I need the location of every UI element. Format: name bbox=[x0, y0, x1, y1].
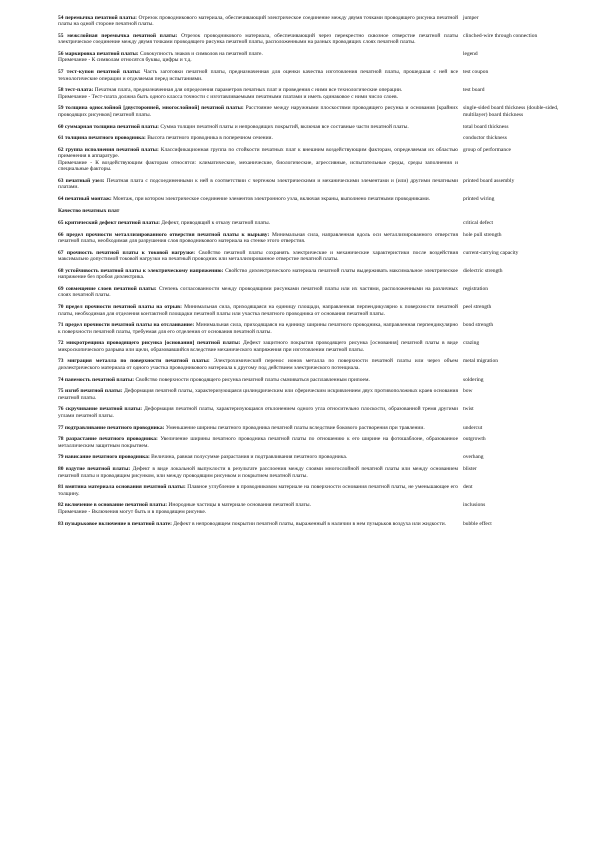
term-definition: Дефект в виде локальной выпуклости в результате расслоения между слоями многослойной печатной платы или между основанием печатной платы и проводящим рисунком, или между проводящим рисунком и покрытием печатной платы. bbox=[58, 466, 459, 479]
term-number: 55 bbox=[58, 33, 64, 40]
term-name: вмятина материала основания печатной платы: bbox=[65, 484, 186, 491]
term-definition-ru bbox=[58, 340, 458, 353]
term-number: 63 bbox=[58, 177, 64, 184]
term-definition: Печатная плата, предназначенная для определения параметров печатных плат и проведения с ними все технологические операции. bbox=[94, 87, 403, 94]
term-number: 74 bbox=[58, 376, 64, 383]
term-name: прочность печатной платы к токовой нагрузке: bbox=[66, 249, 196, 256]
term-name: маркировка печатной платы: bbox=[64, 51, 139, 58]
term-definition-ru bbox=[58, 268, 458, 281]
term-number: 59 bbox=[58, 105, 64, 112]
term-english-equivalent: test board bbox=[463, 87, 485, 94]
term-english-equivalent: bubble effect bbox=[463, 520, 492, 527]
term-name: тест-купон печатной платы: bbox=[66, 69, 141, 76]
term-number: 81 bbox=[58, 484, 64, 491]
term-definition: Сумма толщин печатной платы и непроводящих покрытий, включая все составные части печатной платы. bbox=[160, 123, 409, 130]
term-name: пузырьковое включение в печатной плате: bbox=[64, 520, 172, 527]
term-entry bbox=[58, 521, 563, 527]
term-definition-ru bbox=[58, 124, 458, 130]
term-note: Примечание - Включения могут быть и в проводящем рисунке. bbox=[58, 508, 207, 515]
term-definition: Минимальная сила, приходящаяся на единицу площади, направленная перпендикулярно к поверхности печатной платы, необходимая для отделения контактной площадки печатной платы или участка печатного проводника от основания печатной платы. bbox=[58, 304, 458, 317]
term-english-equivalent: total board thickness bbox=[463, 123, 509, 130]
term-english-equivalent: critical defect bbox=[463, 220, 494, 227]
term-name: устойчивость печатной платы к электрическому напряжению: bbox=[65, 268, 224, 275]
term-definition-ru bbox=[58, 484, 458, 497]
term-english-equivalent: legend bbox=[463, 51, 478, 58]
term-definition-ru bbox=[58, 358, 458, 371]
term-entry bbox=[58, 340, 563, 353]
term-number: 65 bbox=[58, 220, 64, 227]
term-definition: Свойство диэлектрического материала печатной платы выдерживать максимальное электрическое напряжение без пробоя диэлектрика. bbox=[58, 268, 458, 281]
term-english-equivalent: bond strength bbox=[463, 322, 494, 329]
term-number: 75 bbox=[58, 388, 64, 395]
term-name: толщина однослойной [двусторонней, многослойной] печатной платы: bbox=[65, 105, 244, 112]
term-entry bbox=[58, 69, 563, 82]
term-name: скручивание печатной платы: bbox=[65, 406, 143, 413]
term-entry bbox=[58, 196, 563, 202]
term-definition: Плавное углубление в проводниковом материале на поверхности основания печатной платы, не уменьшающее его толщину. bbox=[58, 484, 458, 497]
term-entry bbox=[58, 425, 563, 431]
term-english-equivalent: hole pull strength bbox=[463, 231, 502, 238]
term-definition-ru bbox=[58, 87, 458, 100]
term-definition-ru bbox=[58, 178, 458, 191]
term-english-equivalent: dent bbox=[463, 484, 473, 491]
term-entry bbox=[58, 51, 563, 64]
term-definition: Деформация печатной платы, характеризующаяся цилиндрическим или сферическим искривлением двух противоположных краев основания печатной платы. bbox=[58, 388, 458, 401]
term-definition: Отрезок проводникового материала, обеспечивающий электрическое соединение между двумя точками проводящего рисунка печатной платы на одной стороне печатной платы. bbox=[58, 15, 459, 28]
term-name: разрастание печатного проводника: bbox=[66, 436, 158, 443]
term-name: изгиб печатной платы: bbox=[65, 388, 123, 395]
term-english-equivalent: printed board assembly bbox=[463, 177, 515, 184]
term-name: критический дефект печатной платы: bbox=[64, 220, 160, 227]
term-entry bbox=[58, 436, 563, 449]
term-definition-ru bbox=[58, 250, 458, 263]
term-definition-ru bbox=[58, 466, 458, 479]
term-english-equivalent: jumper bbox=[463, 15, 479, 21]
term-definition-ru bbox=[58, 196, 458, 202]
term-english-equivalent: dielectric strength bbox=[463, 268, 503, 275]
term-list bbox=[58, 15, 563, 532]
term-english-equivalent: overhang bbox=[463, 454, 484, 461]
term-number: 77 bbox=[58, 424, 64, 431]
term-definition: Деформация печатной платы, характеризующаяся отклонением одного угла относительно плоскости, образованной тремя другими углами печатной платы. bbox=[58, 406, 459, 419]
term-definition-ru bbox=[58, 220, 458, 226]
term-name: нависание печатного проводника: bbox=[64, 454, 150, 461]
term-english-equivalent: twist bbox=[463, 406, 474, 413]
term-english-equivalent: test coupon bbox=[463, 69, 489, 76]
term-definition: Монтаж, при котором электрическое соединение элементов электронного узла, включая экраны, выполнено печатными проводниками. bbox=[113, 195, 431, 202]
term-definition: Расстояние между наружными плоскостями проводящего рисунка и основания [крайних проводящих рисунков] печатной платы. bbox=[58, 105, 458, 118]
term-entry bbox=[58, 322, 563, 335]
term-name: микротрещина проводящего рисунка [основания] печатной платы: bbox=[66, 340, 241, 347]
term-number: 69 bbox=[58, 286, 64, 293]
term-name: толщина печатного проводника: bbox=[64, 135, 146, 142]
term-definition-ru bbox=[58, 51, 458, 64]
term-definition: Минимальная сила, направленная вдоль оси металлизированного отверстия печатной платы, необходимая для разрушения слоя проводникового материала на стенке этого отверстия. bbox=[58, 231, 459, 245]
term-note: Примечание - К воздействующим факторам относятся: климатические, механические, биологические, агрессивные, испытательные среды, среды заполнения и специальные факторы. bbox=[58, 159, 458, 173]
term-definition-ru bbox=[58, 521, 458, 527]
term-definition-ru bbox=[58, 135, 458, 141]
term-definition: Совокупность знаков и символов на печатной плате. bbox=[140, 51, 263, 58]
term-name: вздутие печатной платы: bbox=[65, 466, 131, 473]
term-name: печатный монтаж: bbox=[64, 195, 112, 202]
term-english-equivalent: conductor thickness bbox=[463, 135, 507, 142]
term-english-equivalent: soldering bbox=[463, 376, 484, 383]
term-name: миграция металла по поверхности печатной платы: bbox=[67, 358, 210, 365]
term-definition: Высота печатного проводника в поперечном сечении. bbox=[147, 135, 273, 142]
term-name: межслойная перемычка печатной платы: bbox=[67, 33, 178, 40]
term-number: 60 bbox=[58, 123, 64, 130]
terms-quality bbox=[58, 220, 563, 527]
term-note: Примечание - Тест-плата должна быть одного класса точности с изготавливаемыми печатными платами и иметь одинаковое с ними число слоев. bbox=[58, 93, 399, 100]
term-name: предел прочности печатной платы на отрыв: bbox=[65, 304, 182, 311]
term-definition: Часть заготовки печатной платы, предназначенная для оценки качества изготовления печатной платы, прошедшая с ней все технологические операции и отделяемая перед испытаниями. bbox=[58, 69, 459, 82]
term-number: 56 bbox=[58, 51, 64, 58]
term-definition: Печатная плата с подсоединенными к ней в соответствии с чертежом электрическими и механическими элементами и (или) другими печатными платами. bbox=[58, 177, 459, 191]
term-english-equivalent: single-sided board thickness (double-sided, multilayer) board thickness bbox=[463, 105, 559, 118]
term-number: 83 bbox=[58, 520, 64, 527]
term-definition: Электрохимический перенос ионов металла по поверхности печатной платы или через объем диэлектрического материала от одного участка проводникового материала к другому под действием электрического потенциала. bbox=[58, 358, 458, 371]
term-english-equivalent: crazing bbox=[463, 340, 480, 347]
term-definition-ru bbox=[58, 286, 458, 299]
term-definition-ru bbox=[58, 232, 458, 245]
term-english-equivalent: blister bbox=[463, 466, 477, 473]
term-definition-ru bbox=[58, 377, 458, 383]
term-entry bbox=[58, 466, 563, 479]
term-number: 76 bbox=[58, 406, 64, 413]
term-english-equivalent: bow bbox=[463, 388, 473, 395]
term-definition: Уменьшение ширины печатного проводника печатной платы вследствие бокового растворения при травлении. bbox=[165, 424, 425, 431]
term-name: группа исполнения печатной платы: bbox=[65, 147, 159, 154]
term-definition-ru bbox=[58, 33, 458, 46]
term-definition-ru bbox=[58, 406, 458, 419]
term-english-equivalent: inclusions bbox=[463, 502, 486, 509]
term-definition-ru bbox=[58, 15, 458, 28]
term-name: паяемость печатной платы: bbox=[64, 376, 135, 383]
term-number: 64 bbox=[58, 195, 64, 202]
term-entry bbox=[58, 358, 563, 371]
term-definition-ru bbox=[58, 304, 458, 317]
term-number: 82 bbox=[58, 502, 64, 509]
term-entry bbox=[58, 502, 563, 515]
section-heading: Качество печатных плат bbox=[58, 207, 120, 214]
term-number: 54 bbox=[58, 15, 64, 21]
term-name: печатный узел: bbox=[65, 177, 105, 184]
term-definition: Минимальная сила, приходящаяся на единицу ширины печатного проводника, направленная перпендикулярно к поверхности печатной платы, требуемая для его отделения от основания печатной платы. bbox=[58, 322, 459, 335]
term-entry bbox=[58, 147, 563, 172]
term-english-equivalent: metal migration bbox=[463, 358, 498, 365]
term-entry bbox=[58, 105, 563, 118]
term-definition: Классификационная группа по стойкости печатных плат к внешним воздействующим факторам, определяемая их областью применения в аппаратуре. bbox=[58, 147, 459, 160]
term-definition: Отрезок проводникового материала, обеспечивающий через перекрестно сквозное отверстие печатной платы электрическое соединение между двумя точками проводящего рисунка печатной платы, расположенными на разных проводящих слоях печатной платы. bbox=[58, 33, 459, 46]
term-english-equivalent: current-carrying capacity bbox=[463, 249, 519, 256]
term-number: 62 bbox=[58, 147, 64, 154]
term-definition-ru bbox=[58, 425, 458, 431]
term-definition-ru bbox=[58, 436, 458, 449]
term-number: 61 bbox=[58, 135, 64, 142]
term-definition-ru bbox=[58, 147, 458, 172]
term-entry bbox=[58, 87, 563, 100]
term-entry bbox=[58, 232, 563, 245]
term-name: включение в основание печатной платы: bbox=[64, 502, 168, 509]
term-number: 57 bbox=[58, 69, 64, 76]
term-number: 71 bbox=[58, 322, 64, 329]
term-number: 67 bbox=[58, 249, 64, 256]
term-definition: Дефект в непроводящем покрытии печатной платы, выраженный в наличии в нем пузырьков воздуха или жидкости. bbox=[173, 520, 447, 527]
term-entry bbox=[58, 388, 563, 401]
term-entry bbox=[58, 15, 563, 28]
term-number: 80 bbox=[58, 466, 64, 473]
term-definition-ru bbox=[58, 69, 458, 82]
term-definition: Свойство печатной платы сохранять электрические и механические характеристики после воздействия максимально допустимой токовой нагрузки на печатный проводник или металлизированное отверстие печатной платы. bbox=[58, 249, 459, 263]
term-english-equivalent: registration bbox=[463, 286, 489, 293]
term-entry bbox=[58, 268, 563, 281]
term-definition: Инородные частицы в материале основания печатной платы. bbox=[168, 502, 311, 509]
term-number: 68 bbox=[58, 268, 64, 275]
term-entry bbox=[58, 377, 563, 383]
term-entry bbox=[58, 178, 563, 191]
term-definition: Свойство поверхности проводящего рисунка печатной платы смачиваться расплавленным припоем. bbox=[135, 376, 370, 383]
term-entry bbox=[58, 124, 563, 130]
term-name: подтравливание печатного проводника: bbox=[64, 424, 165, 431]
term-definition-ru bbox=[58, 322, 458, 335]
term-english-equivalent: printed wiring bbox=[463, 195, 495, 202]
term-definition: Увеличение ширины печатного проводника печатной платы по отношению к его ширине на фотошаблоне, образованное металлическим защитным покрытием. bbox=[58, 436, 459, 449]
term-english-equivalent: clinched-wire through connection bbox=[463, 33, 538, 40]
term-entry bbox=[58, 286, 563, 299]
term-english-equivalent: outgrowth bbox=[463, 436, 486, 443]
term-entry bbox=[58, 484, 563, 497]
term-number: 79 bbox=[58, 454, 64, 461]
term-definition-ru bbox=[58, 388, 458, 401]
term-definition: Дефект защитного покрытия проводящего рисунка [основания] печатной платы в виде микроскопического разрыва или щели, образовавшийся вследствие механического напряжения при изготовлении печатной платы. bbox=[58, 340, 458, 353]
term-english-equivalent: group of performance bbox=[463, 147, 511, 154]
term-entry bbox=[58, 454, 563, 460]
term-entry bbox=[58, 33, 563, 46]
term-definition: Степень согласованности между проводящими рисунками печатной платы или их частями, расположенными на различных слоях печатной платы. bbox=[58, 286, 458, 299]
term-english-equivalent: undercut bbox=[463, 424, 483, 431]
term-entry bbox=[58, 304, 563, 317]
term-entry bbox=[58, 220, 563, 226]
term-note: Примечание - К символам относятся буквы, цифры и т.д. bbox=[58, 57, 192, 64]
term-name: тест-плата: bbox=[64, 87, 94, 94]
term-definition: Дефект, приводящий к отказу печатной платы. bbox=[161, 220, 271, 227]
terms-general bbox=[58, 15, 563, 202]
term-definition-ru bbox=[58, 105, 458, 118]
term-name: суммарная толщина печатной платы: bbox=[64, 123, 159, 130]
term-name: предел прочности металлизированного отверстия печатной платы к вырыву: bbox=[66, 231, 270, 238]
term-definition: Величина, равная полусумме разрастания и подтравливания печатного проводника. bbox=[151, 454, 348, 461]
term-number: 70 bbox=[58, 304, 64, 311]
term-number: 66 bbox=[58, 231, 64, 238]
term-definition-ru bbox=[58, 502, 458, 515]
term-entry bbox=[58, 406, 563, 419]
term-name: предел прочности печатной платы на отслаивание: bbox=[65, 322, 195, 329]
term-entry bbox=[58, 135, 563, 141]
term-number: 72 bbox=[58, 340, 64, 347]
term-number: 58 bbox=[58, 87, 64, 94]
term-english-equivalent: peel strength bbox=[463, 304, 492, 311]
term-number: 78 bbox=[58, 436, 64, 443]
term-name: перемычка печатной платы: bbox=[65, 15, 137, 21]
term-definition-ru bbox=[58, 454, 458, 460]
term-name: совмещение слоев печатной платы: bbox=[65, 286, 157, 293]
term-number: 73 bbox=[58, 358, 64, 365]
term-entry bbox=[58, 250, 563, 263]
